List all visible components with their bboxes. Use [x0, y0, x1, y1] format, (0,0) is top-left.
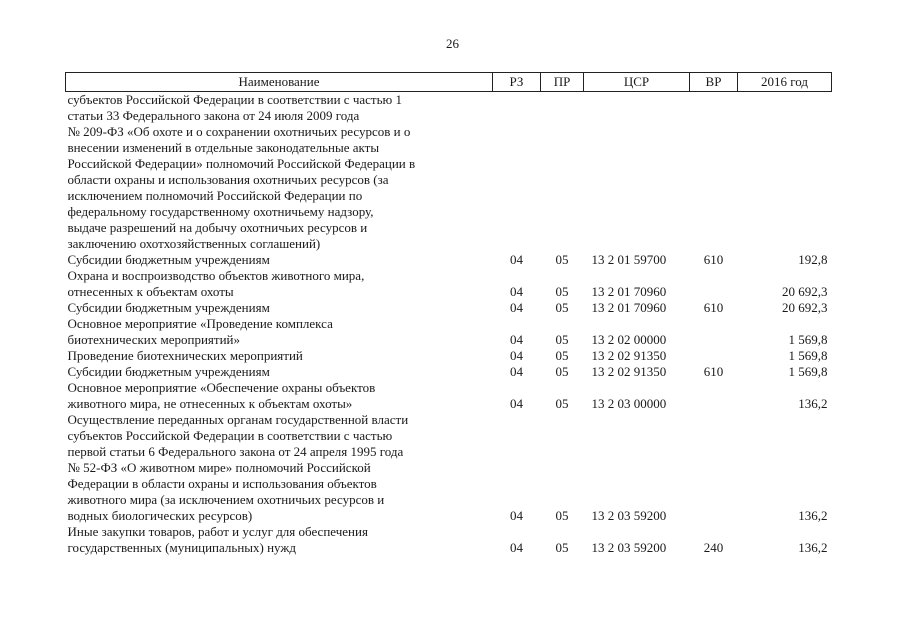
table-row — [66, 92, 832, 253]
row-vr: 610 — [703, 364, 724, 379]
header-csr: ЦСР — [584, 73, 690, 92]
row-csr: 13 2 03 59200 — [591, 508, 667, 523]
row-rz: 04 — [510, 396, 523, 411]
row-name-line: внесении изменений в отдельные законодательные акты — [67, 140, 380, 155]
row-name-line: федеральному государственному охотничьему надзору, — [67, 204, 374, 219]
row-amount: 20 692,3 — [782, 284, 828, 299]
row-vr — [690, 412, 738, 524]
table-row — [66, 316, 832, 348]
row-pr: 05 — [555, 540, 569, 555]
row-vr: 240 — [703, 540, 724, 555]
row-pr: 05 — [555, 396, 569, 411]
row-pr — [541, 92, 584, 253]
row-pr: 05 — [555, 364, 569, 379]
row-rz: 04 — [510, 332, 523, 347]
row-name-line: Основное мероприятие «Проведение комплекса — [67, 316, 333, 331]
row-name — [66, 380, 493, 412]
row-name-line: Иные закупки товаров, работ и услуг для обеспечения — [67, 524, 368, 539]
row-name — [66, 364, 493, 380]
row-name — [66, 300, 493, 316]
row-name-line: Субсидии бюджетным учреждениям — [67, 364, 270, 379]
header-vr: ВР — [690, 73, 738, 92]
row-name-line: Субсидии бюджетным учреждениям — [67, 252, 270, 267]
table-header — [66, 73, 832, 92]
row-name-line: заключению охотхозяйственных соглашений) — [67, 236, 321, 251]
row-name — [66, 268, 493, 300]
row-amount: 1 569,8 — [788, 364, 828, 379]
row-vr — [690, 348, 738, 364]
row-name-line: биотехнических мероприятий» — [67, 332, 241, 347]
row-pr: 05 — [555, 252, 569, 267]
row-name-line: выдаче разрешений на добычу охотничьих ресурсов и — [67, 220, 368, 235]
table-row — [66, 412, 832, 524]
row-name — [66, 252, 493, 268]
row-name-line: первой статьи 6 Федерального закона от 24 апреля 1995 года — [67, 444, 404, 459]
row-name-line: животного мира (за исключением охотничьих ресурсов и — [67, 492, 385, 507]
row-rz: 04 — [510, 364, 523, 379]
row-name-line: субъектов Российской Федерации в соответствии с частью 1 — [67, 92, 402, 107]
row-rz: 04 — [510, 540, 523, 555]
table-row — [66, 252, 832, 268]
row-name-line: водных биологических ресурсов) — [67, 508, 253, 523]
row-name — [66, 316, 493, 348]
row-name-line: Субсидии бюджетным учреждениям — [67, 300, 270, 315]
row-vr — [690, 268, 738, 300]
row-name-line: статьи 33 Федерального закона от 24 июля 2009 года — [67, 108, 360, 123]
row-vr — [690, 380, 738, 412]
row-csr: 13 2 03 00000 — [591, 396, 667, 411]
row-name-line: № 52-ФЗ «О животном мире» полномочий Российской — [67, 460, 371, 475]
row-pr: 05 — [555, 508, 569, 523]
row-amount: 136,2 — [798, 540, 828, 555]
row-name-line: отнесенных к объектам охоты — [67, 284, 234, 299]
row-name-line: исключением полномочий Российской Федерации по — [67, 188, 363, 203]
row-name — [66, 524, 493, 556]
table-row — [66, 348, 832, 364]
row-rz: 04 — [510, 252, 523, 267]
row-vr — [690, 92, 738, 253]
row-csr: 13 2 01 70960 — [591, 284, 667, 299]
row-vr: 610 — [703, 300, 724, 315]
row-amount: 136,2 — [798, 508, 828, 523]
header-year: 2016 год — [738, 73, 832, 92]
row-name-line: животного мира, не отнесенных к объектам охоты» — [67, 396, 353, 411]
row-name-line: области охраны и использования охотничьих ресурсов (за — [67, 172, 389, 187]
row-amount — [738, 92, 832, 253]
budget-table — [65, 72, 832, 556]
row-csr — [584, 92, 690, 253]
table-row — [66, 380, 832, 412]
row-rz: 04 — [510, 348, 523, 363]
table-row — [66, 364, 832, 380]
row-csr: 13 2 02 91350 — [591, 364, 667, 379]
table-row — [66, 268, 832, 300]
table-row — [66, 300, 832, 316]
row-name-line: Российской Федерации» полномочий Российской Федерации в — [67, 156, 416, 171]
table-body — [66, 92, 832, 557]
row-rz: 04 — [510, 300, 523, 315]
row-name-line: Федерации в области охраны и использования объектов — [67, 476, 377, 491]
table-row — [66, 524, 832, 556]
row-name — [66, 348, 493, 364]
row-csr: 13 2 02 91350 — [591, 348, 667, 363]
row-amount: 1 569,8 — [788, 348, 828, 363]
row-csr: 13 2 03 59200 — [591, 540, 667, 555]
row-name-line: Охрана и воспроизводство объектов животного мира, — [67, 268, 365, 283]
row-amount: 20 692,3 — [782, 300, 828, 315]
row-name — [66, 92, 493, 253]
header-name: Наименование — [66, 73, 493, 92]
row-amount: 192,8 — [798, 252, 828, 267]
header-pr: ПР — [541, 73, 584, 92]
row-pr: 05 — [555, 284, 569, 299]
row-name-line: субъектов Российской Федерации в соответствии с частью — [67, 428, 393, 443]
row-amount: 136,2 — [798, 396, 828, 411]
row-pr: 05 — [555, 300, 569, 315]
row-rz — [493, 92, 541, 253]
row-vr — [690, 316, 738, 348]
row-pr: 05 — [555, 332, 569, 347]
row-csr: 13 2 02 00000 — [591, 332, 667, 347]
row-name-line: государственных (муниципальных) нужд — [67, 540, 296, 555]
row-amount: 1 569,8 — [788, 332, 828, 347]
row-name-line: № 209-ФЗ «Об охоте и о сохранении охотничьих ресурсов и о — [67, 124, 411, 139]
page-number: 26 — [446, 36, 459, 51]
row-name — [66, 412, 493, 524]
row-csr: 13 2 01 70960 — [591, 300, 667, 315]
row-name-line: Осуществление переданных органам государственной власти — [67, 412, 409, 427]
row-vr: 610 — [703, 252, 724, 267]
row-rz: 04 — [510, 284, 523, 299]
row-pr: 05 — [555, 348, 569, 363]
header-rz: РЗ — [493, 73, 541, 92]
row-rz: 04 — [510, 508, 523, 523]
row-csr: 13 2 01 59700 — [591, 252, 667, 267]
row-name-line: Проведение биотехнических мероприятий — [67, 348, 303, 363]
row-name-line: Основное мероприятие «Обеспечение охраны объектов — [67, 380, 376, 395]
